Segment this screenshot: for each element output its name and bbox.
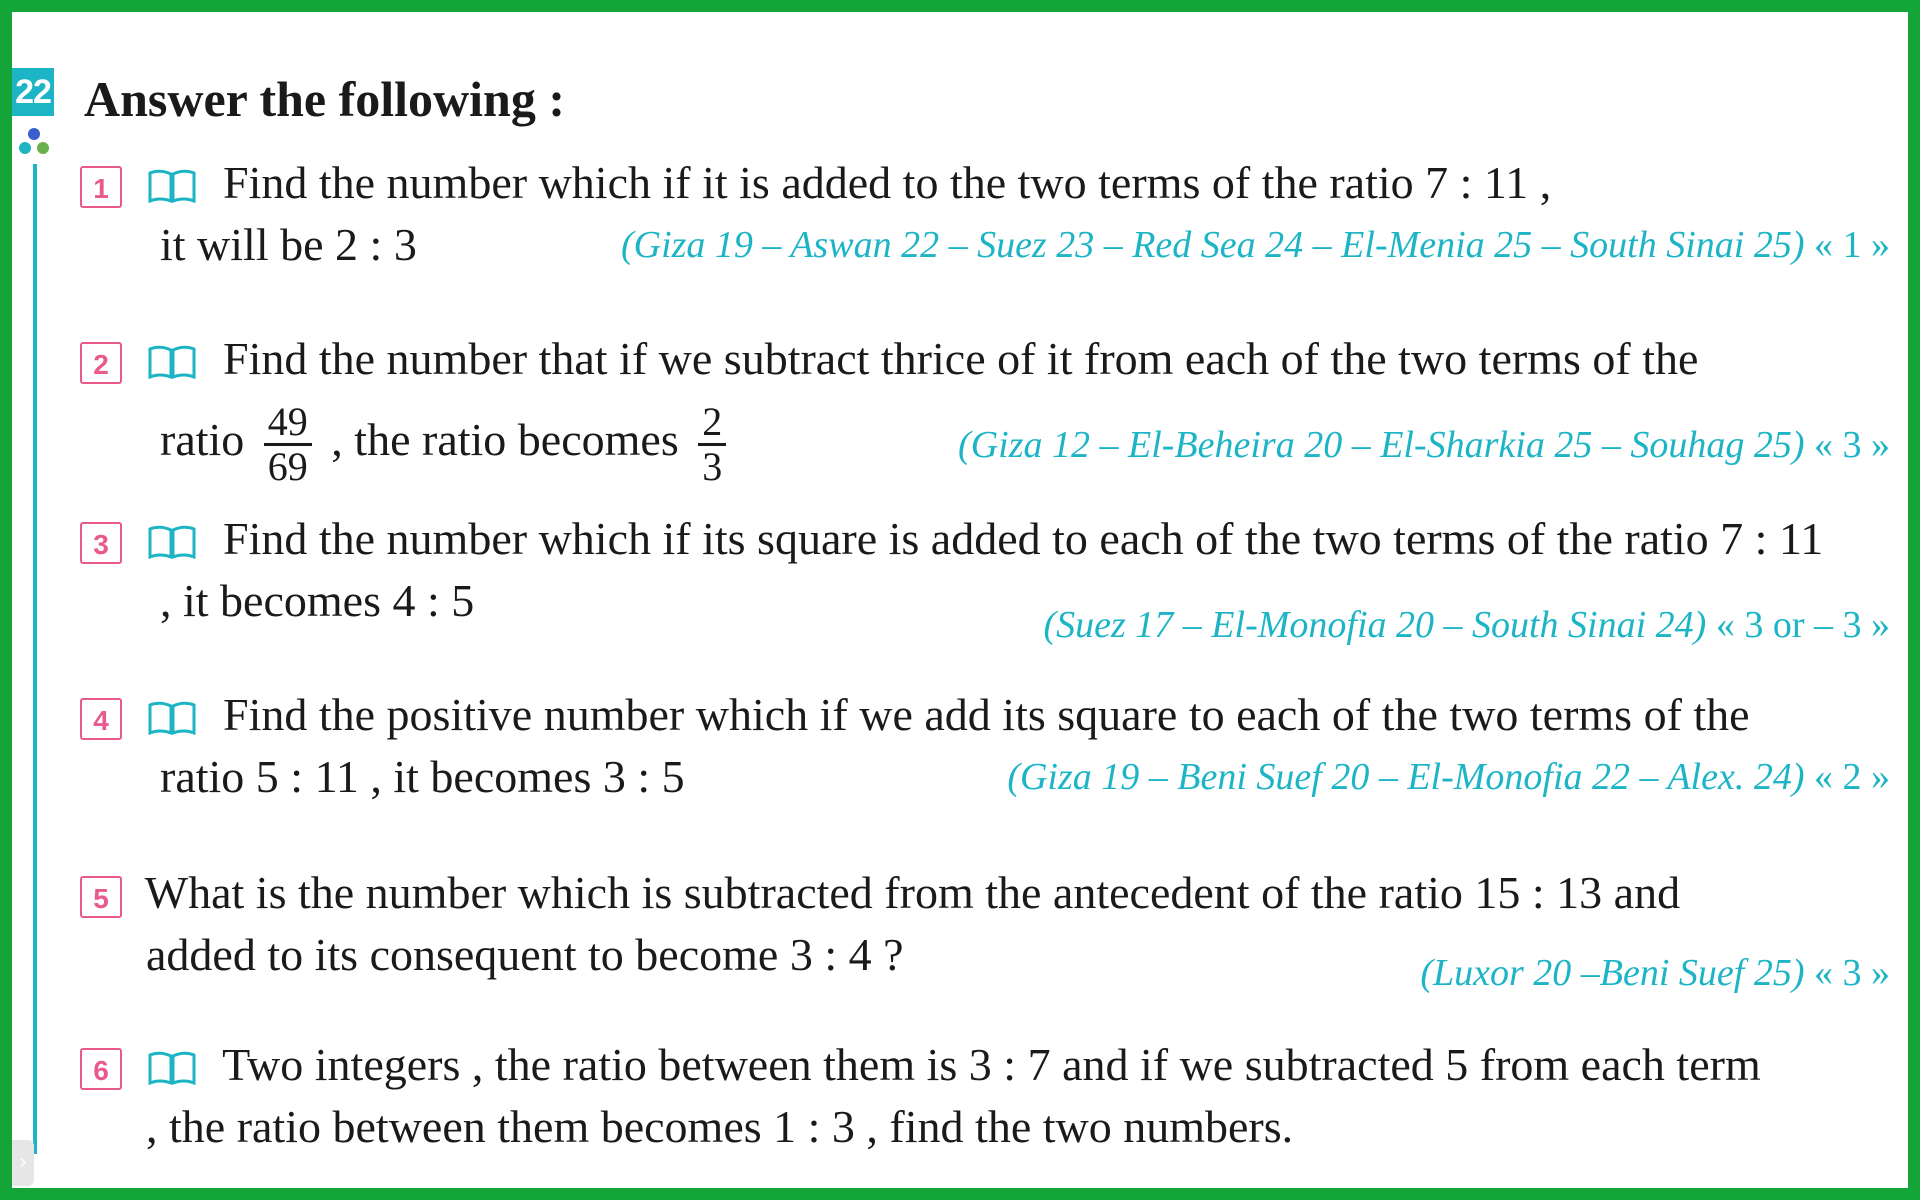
question-number-badge: 6 — [80, 1048, 122, 1090]
question-text: added to its consequent to become 3 : 4 ? — [146, 929, 904, 980]
question-text: Two integers , the ratio between them is 3 : 7 and if we subtracted 5 from each term — [222, 1039, 1761, 1090]
question-text: Find the positive number which if we add its square to each of the two terms of the — [223, 689, 1750, 740]
question-6 — [80, 1034, 1890, 1158]
source-reference — [958, 414, 1890, 476]
fraction-49-69 — [264, 398, 312, 489]
answer-text: « 2 » — [1814, 756, 1890, 798]
question-text: Find the number that if we subtract thrice of it from each of the two terms of the — [223, 333, 1699, 384]
question-text: , it becomes 4 : 5 — [160, 575, 475, 626]
question-text: it will be 2 : 3 — [160, 219, 417, 270]
source-text: (Giza 12 – El-Beheira 20 – El-Sharkia 25 – Souhag 25) — [958, 424, 1805, 466]
answer-text: « 3 » — [1814, 952, 1890, 994]
exercise-heading: Answer the following : — [84, 71, 566, 127]
book-icon — [146, 167, 198, 207]
fraction-numerator: 2 — [698, 401, 726, 446]
answer-text: « 3 » — [1814, 424, 1890, 466]
fraction-denominator: 3 — [702, 443, 723, 489]
question-text: Find the number which if it is added to the two terms of the ratio 7 : 11 , — [223, 157, 1552, 208]
source-reference — [1044, 594, 1891, 656]
question-text: ratio 5 : 11 , it becomes 3 : 5 — [160, 751, 685, 802]
source-text: (Suez 17 – El-Monofia 20 – South Sinai 24) — [1043, 604, 1707, 646]
question-number-badge: 1 — [80, 166, 122, 208]
question-text: What is the number which is subtracted from the antecedent of the ratio 15 : 13 and — [144, 867, 1681, 918]
book-icon — [146, 343, 198, 383]
margin-rule — [33, 164, 37, 1154]
dots-icon — [14, 124, 54, 164]
side-expand-handle[interactable]: › — [12, 1140, 34, 1186]
question-2 — [80, 328, 1890, 490]
fraction-numerator: 49 — [264, 401, 312, 446]
exercise-number: 22 — [12, 68, 54, 116]
question-text: ratio — [160, 414, 245, 465]
question-text: , the ratio becomes — [331, 414, 679, 465]
source-reference — [621, 214, 1890, 276]
question-number-badge: 5 — [80, 876, 122, 918]
fraction-denominator: 69 — [267, 443, 308, 489]
question-3 — [80, 508, 1890, 656]
question-number-badge: 2 — [80, 342, 122, 384]
question-1 — [80, 152, 1890, 276]
question-number-badge: 3 — [80, 522, 122, 564]
source-text: (Luxor 20 –Beni Suef 25) — [1420, 952, 1805, 994]
source-text: (Giza 19 – Beni Suef 20 – El-Monofia 22 – Alex. 24) — [1007, 756, 1805, 798]
book-icon — [146, 699, 198, 739]
question-number-badge: 4 — [80, 698, 122, 740]
worksheet-page — [12, 12, 1908, 1188]
book-icon — [146, 1049, 198, 1089]
source-text: (Giza 19 – Aswan 22 – Suez 23 – Red Sea 24 – El-Menia 25 – South Sinai 25) — [620, 224, 1805, 266]
source-reference — [1007, 746, 1890, 808]
question-4 — [80, 684, 1890, 808]
question-5 — [80, 862, 1890, 1004]
question-text: Find the number which if its square is added to each of the two terms of the ratio 7 : 11 — [223, 513, 1824, 564]
question-text: , the ratio between them becomes 1 : 3 , find the two numbers. — [146, 1101, 1294, 1152]
source-reference — [1420, 942, 1890, 1004]
answer-text: « 3 or – 3 » — [1715, 604, 1890, 646]
book-icon — [146, 523, 198, 563]
answer-text: « 1 » — [1814, 224, 1890, 266]
fraction-2-3 — [698, 398, 726, 489]
